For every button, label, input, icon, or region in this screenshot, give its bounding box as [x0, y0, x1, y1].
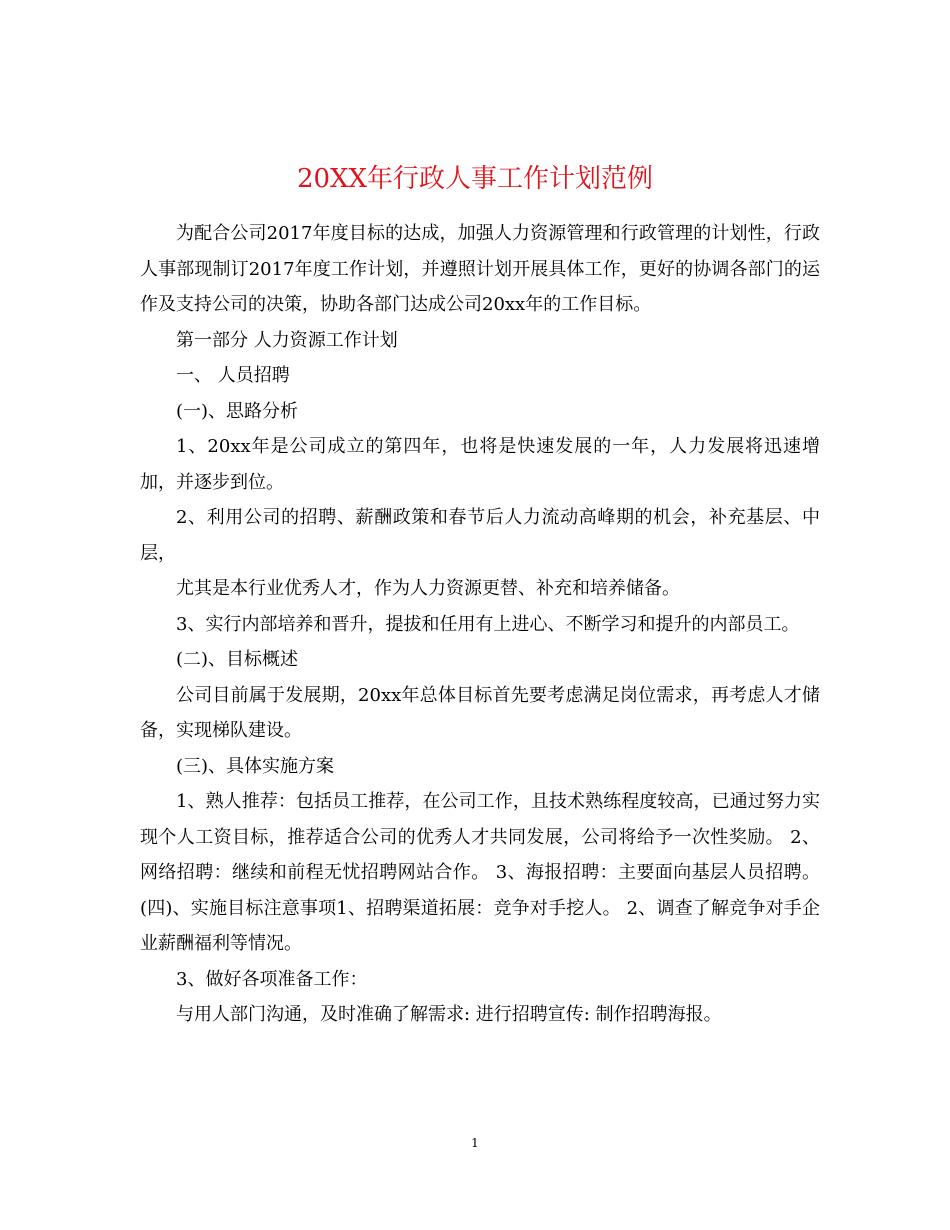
paragraph: 公司目前属于发展期，20xx年总体目标首先要考虑满足岗位需求，再考虑人才储备，实现梯队建设。 [140, 684, 820, 741]
document-title: 20XX年行政人事工作计划范例 [296, 164, 654, 195]
document-body [140, 216, 820, 1033]
subsection-heading: (一)、思路分析 [176, 400, 299, 422]
paragraph: 与用人部门沟通，及时准确了解需求: 进行招聘宣传: 制作招聘海报。 [176, 1004, 722, 1025]
subsection-heading: (二)、目标概述 [176, 649, 299, 670]
paragraph: 2、利用公司的招聘、薪酬政策和春节后人力流动高峰期的机会，补充基层、中层， [140, 507, 820, 564]
paragraph: 3、实行内部培养和晋升，提拔和任用有上进心、不断学习和提升的内部员工。 [176, 613, 800, 635]
section-heading: 第一部分 人力资源工作计划 [176, 329, 398, 351]
subsection-heading: (三)、具体实施方案 [176, 755, 335, 777]
paragraph: 1、熟人推荐：包括员工推荐，在公司工作，且技术熟练程度较高，已通过努力实现个人工资目标，推荐适合公司的优秀人才共同发展，公司将给予一次性奖励。 2、网络招聘：继续和前程无忧招聘网站合作。 3、海报招聘：主要面向基层人员招聘。 (四)、实施目标注意事项1、招聘渠道拓展：竞争对手挖人。 2、调查了解竞争对手企业薪酬福利等情况。 [140, 791, 820, 954]
page-number: 1 [471, 1136, 479, 1150]
paragraph: 3、做好各项准备工作： [176, 968, 368, 990]
paragraph: 尤其是本行业优秀人才，作为人力资源更替、补充和培养储备。 [176, 578, 680, 599]
paragraph: 为配合公司2017年度目标的达成，加强人力资源管理和行政管理的计划性，行政人事部现制订2017年度工作计划，并遵照计划开展具体工作，更好的协调各部门的运作及支持公司的决策，协助各部门达成公司20xx年的工作目标。 [140, 223, 820, 315]
paragraph: 1、20xx年是公司成立的第四年，也将是快速发展的一年，人力发展将迅速增加，并逐步到位。 [140, 436, 820, 493]
subsection-heading: 一、 人员招聘 [176, 365, 290, 386]
